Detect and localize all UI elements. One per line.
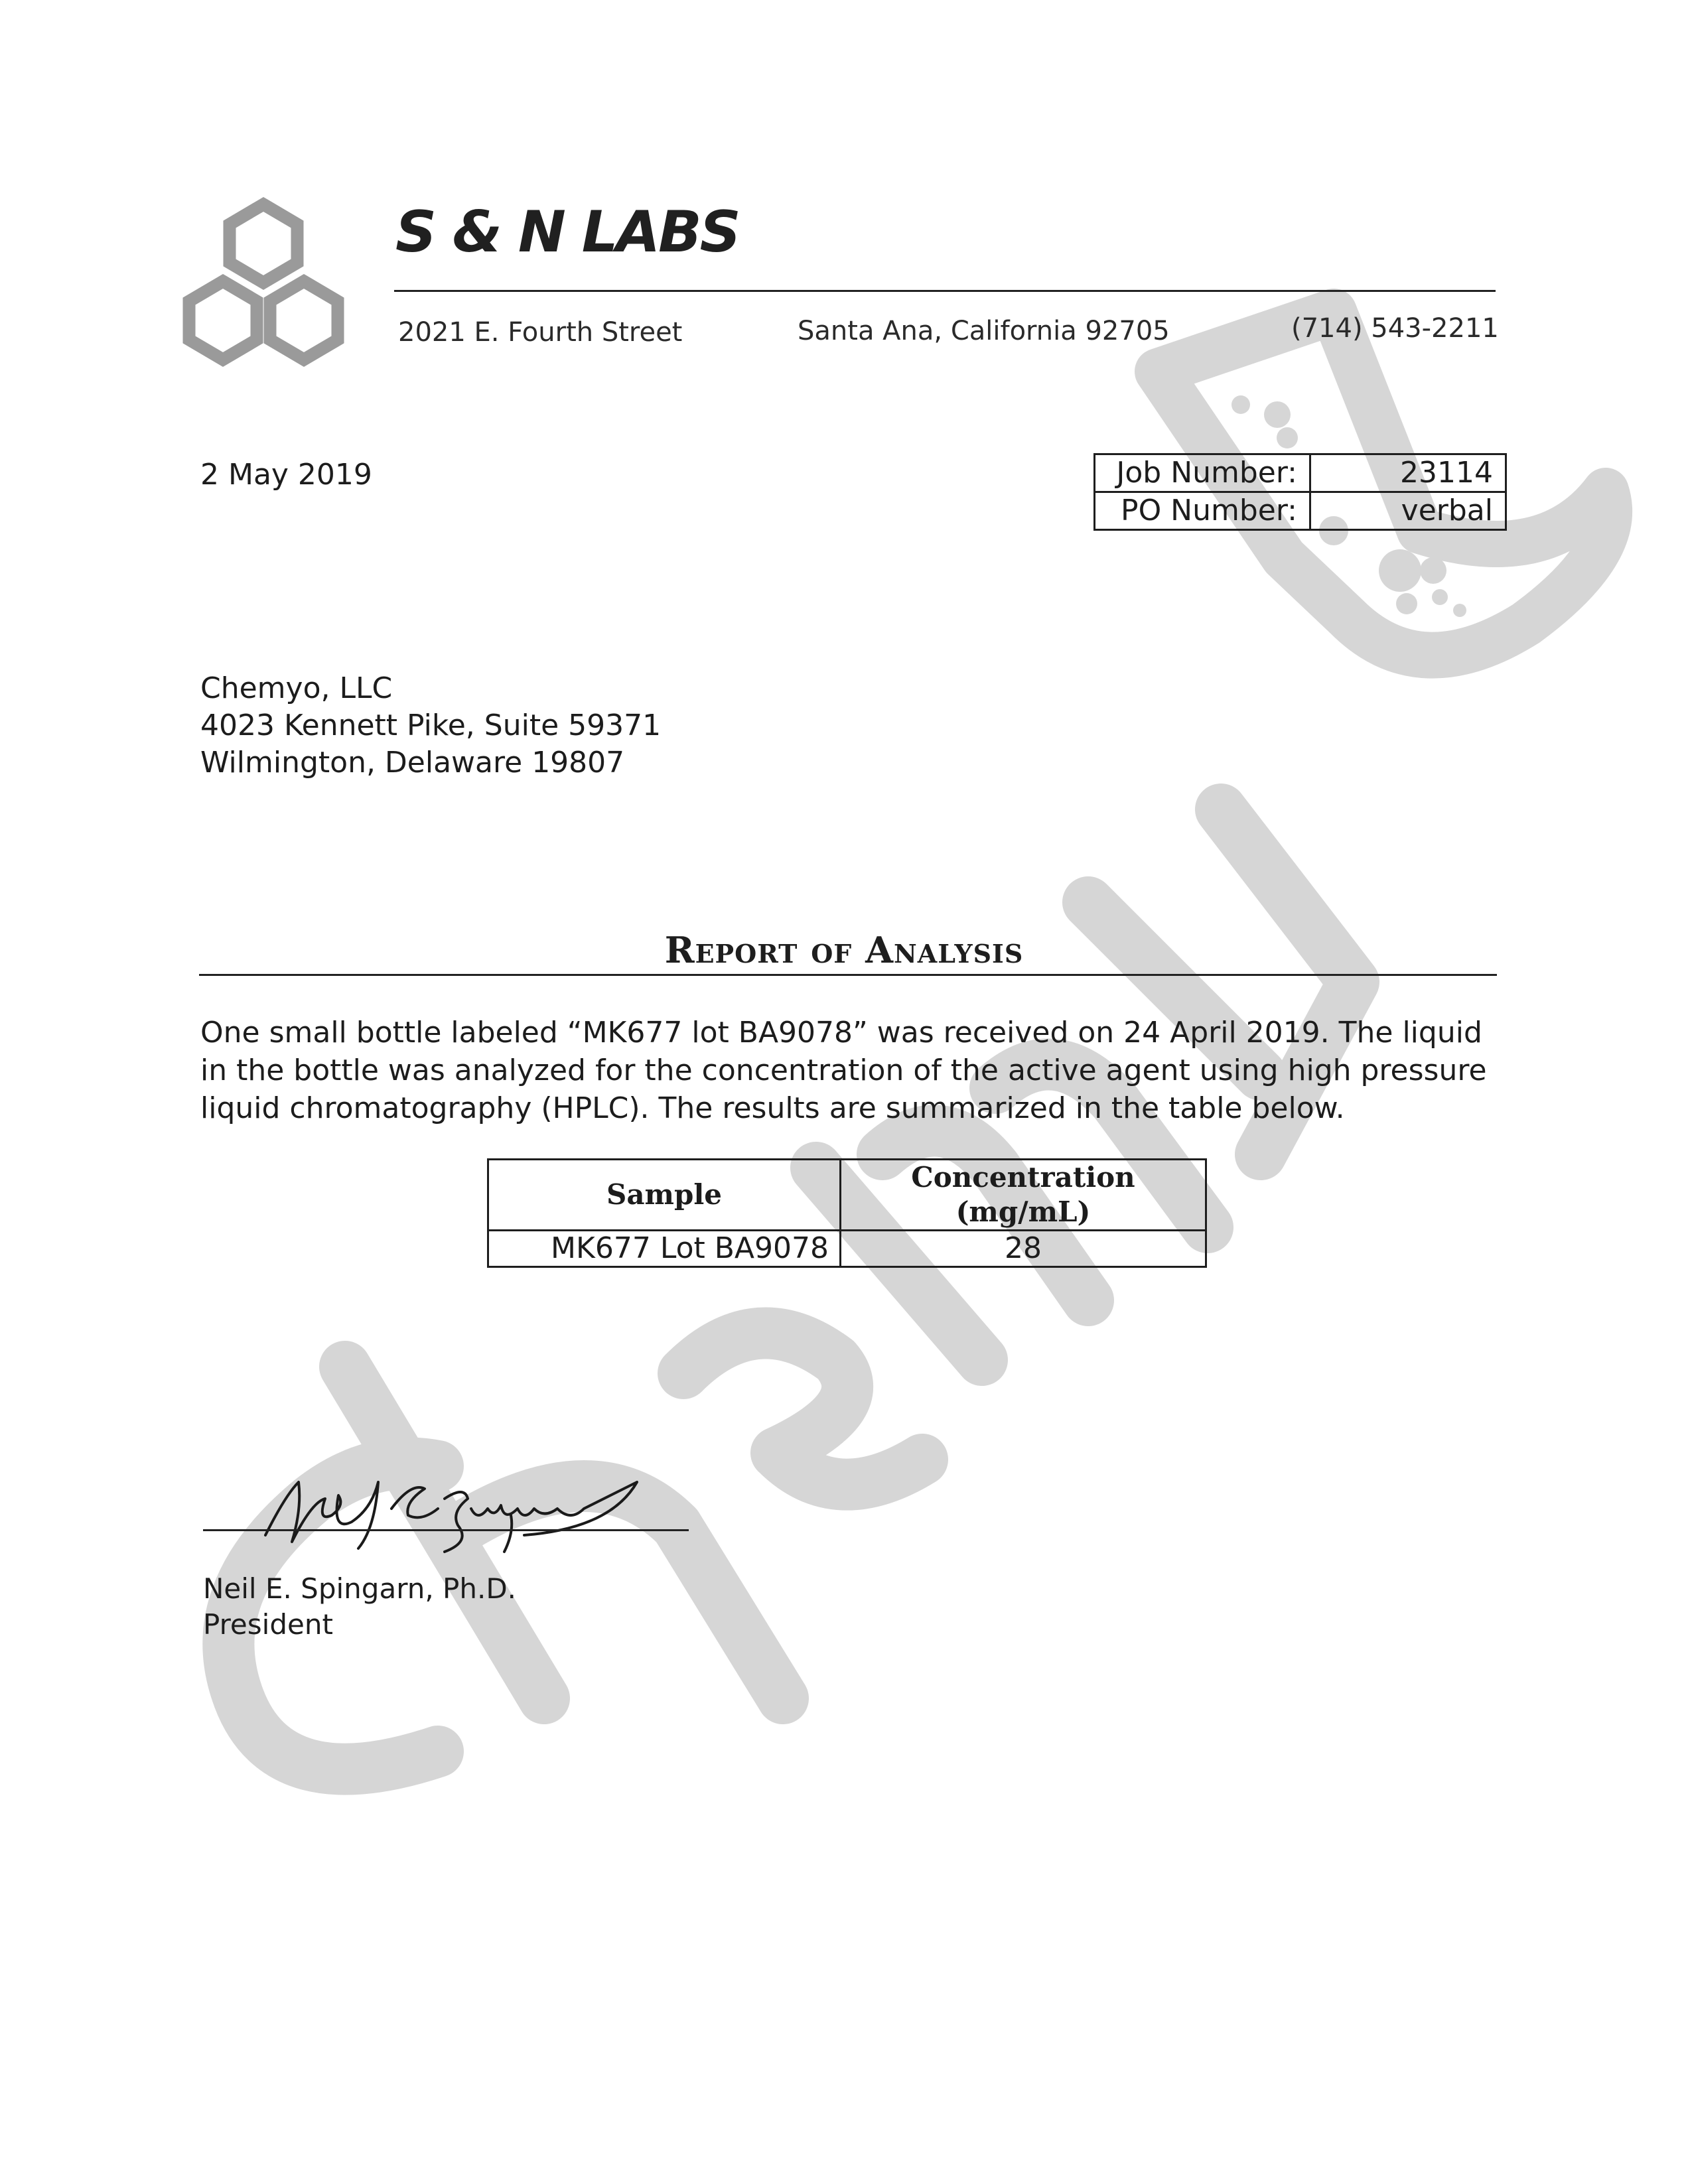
results-table — [487, 1158, 1207, 1268]
lab-name: S & N LABS — [395, 199, 739, 265]
po-number-row — [1095, 492, 1506, 530]
report-title-divider — [199, 974, 1497, 976]
job-number-row — [1095, 454, 1506, 492]
results-cell-sample: MK677 Lot BA9078 — [488, 1231, 841, 1267]
recipient-address-line2: Wilmington, Delaware 19807 — [200, 746, 625, 780]
job-number-value: 23114 — [1310, 454, 1506, 492]
report-title: Report of Analysis — [664, 929, 1024, 971]
results-header-sample: Sample — [488, 1160, 841, 1231]
po-number-value: verbal — [1310, 492, 1506, 530]
signatory-name: Neil E. Spingarn, Ph.D. — [203, 1572, 517, 1605]
po-number-label: PO Number: — [1095, 492, 1310, 530]
signatory-title: President — [203, 1608, 333, 1641]
lab-city: Santa Ana, California 92705 — [798, 316, 1170, 346]
table-row — [488, 1231, 1206, 1267]
signatory-block — [203, 1571, 516, 1643]
letterhead-divider — [394, 290, 1496, 292]
recipient-name: Chemyo, LLC — [200, 671, 393, 705]
handwritten-signature — [239, 1469, 650, 1555]
recipient-address — [200, 670, 661, 782]
job-number-label: Job Number: — [1095, 454, 1310, 492]
recipient-address-line1: 4023 Kennett Pike, Suite 59371 — [200, 709, 662, 742]
results-header-row — [488, 1160, 1206, 1231]
lab-phone: (714) 543-2211 — [1291, 313, 1499, 344]
honeycomb-hexagon-icon — [176, 196, 350, 372]
signature-line — [203, 1529, 689, 1531]
lab-street: 2021 E. Fourth Street — [398, 317, 683, 348]
report-date: 2 May 2019 — [200, 458, 372, 492]
report-body: One small bottle labeled “MK677 lot BA9078” was received on 24 April 2019. The liquid in the bottle was analyzed for the concentration of the active agent using high pressure liquid chromatography (HPLC). The results are summarized in the table below. — [200, 1016, 1487, 1125]
results-cell-concentration: 28 — [841, 1231, 1206, 1267]
results-header-concentration: Concentration (mg/mL) — [841, 1160, 1206, 1231]
job-info-table — [1093, 453, 1507, 531]
